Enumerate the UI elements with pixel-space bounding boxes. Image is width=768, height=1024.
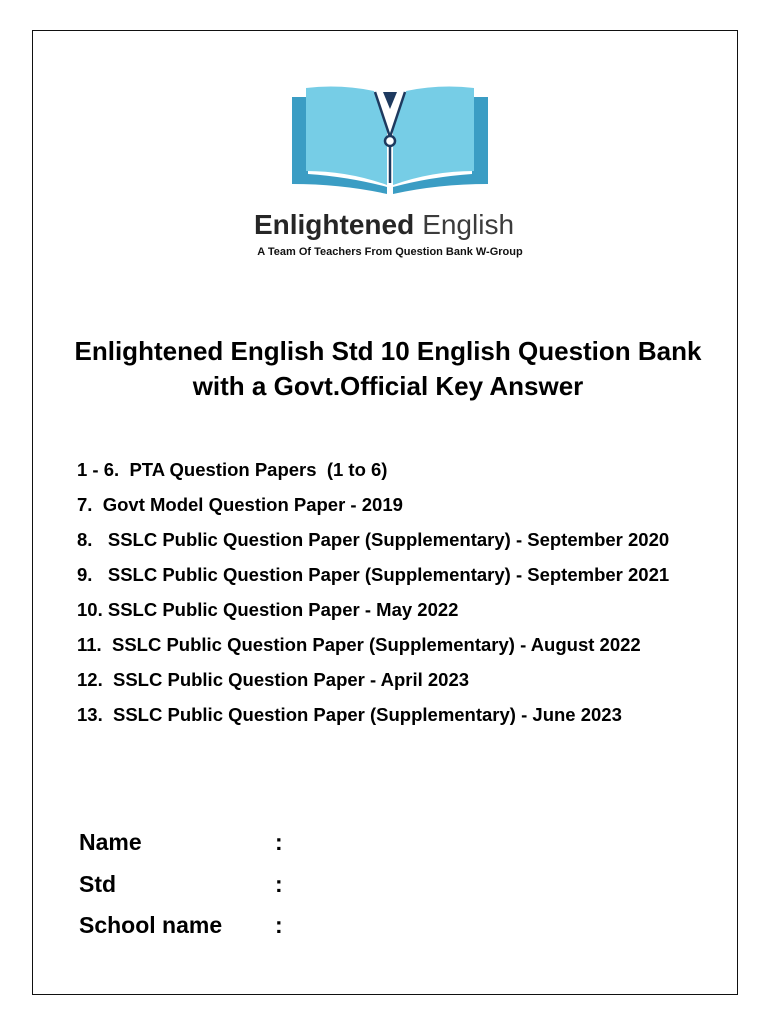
- contents-list-item: 1 - 6. PTA Question Papers (1 to 6): [77, 459, 388, 480]
- contents-list-item: 9. SSLC Public Question Paper (Supplementary) - September 2021: [77, 564, 670, 585]
- book-left-page: [306, 87, 387, 185]
- contents-list: [77, 452, 717, 732]
- document-title-line-2: with a Govt.Official Key Answer: [192, 371, 584, 401]
- brand-name-bold: Enlightened: [253, 209, 415, 240]
- document-title-line-1: Enlightened English Std 10 English Question Bank: [74, 336, 702, 366]
- pen-nib-tip: [383, 92, 397, 109]
- form-row-name: [79, 827, 719, 857]
- form-label-school-name: School name: [79, 912, 223, 938]
- brand-name-light: English: [422, 209, 515, 240]
- contents-list-item: 8. SSLC Public Question Paper (Supplementary) - September 2020: [77, 529, 670, 550]
- form-label-name: Name: [79, 829, 142, 855]
- form-row-school-name: [79, 910, 719, 940]
- document-title: [0, 334, 768, 404]
- pen-nib-breather-hole: [385, 136, 395, 146]
- form-row-std: [79, 869, 719, 899]
- form-separator: :: [275, 912, 283, 938]
- brand-tagline: A Team Of Teachers From Question Bank W-Group: [257, 246, 523, 258]
- contents-list-item: 13. SSLC Public Question Paper (Supplementary) - June 2023: [77, 704, 622, 725]
- form-label-std: Std: [79, 871, 117, 897]
- form-separator: :: [275, 871, 283, 897]
- contents-list-item: 11. SSLC Public Question Paper (Supplementary) - August 2022: [77, 634, 641, 655]
- contents-list-item: 7. Govt Model Question Paper - 2019: [77, 494, 403, 515]
- contents-list-item: 10. SSLC Public Question Paper - May 2022: [77, 599, 459, 620]
- open-book-pen-nib-icon: [290, 83, 490, 195]
- brand-name: [0, 208, 768, 242]
- form-separator: :: [275, 829, 283, 855]
- book-right-page: [393, 87, 474, 185]
- contents-list-item: 12. SSLC Public Question Paper - April 2023: [77, 669, 470, 690]
